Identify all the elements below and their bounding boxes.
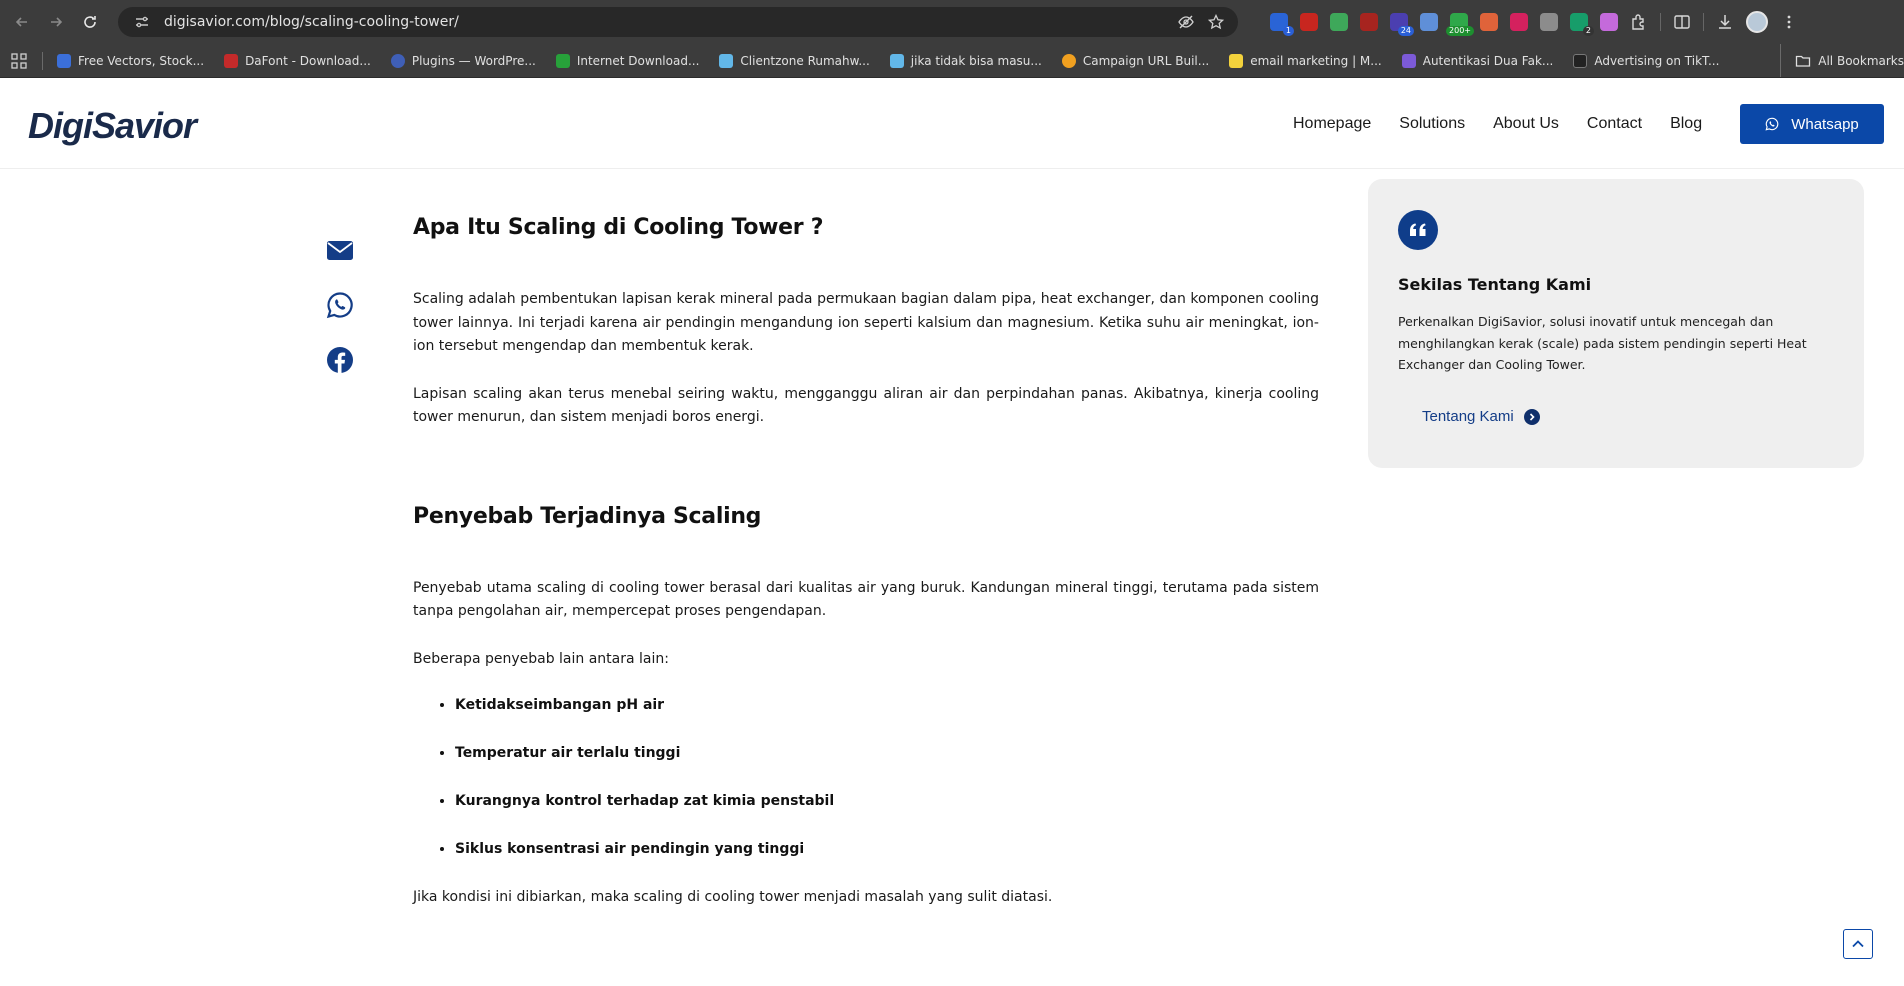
list-item: • Temperatur air terlalu tinggi [455, 742, 1319, 765]
arrow-right-icon [48, 14, 64, 30]
extension-icon[interactable] [1600, 13, 1618, 31]
profile-avatar[interactable] [1746, 11, 1768, 33]
reading-list-icon[interactable] [1673, 13, 1691, 31]
list-item: • Ketidakseimbangan pH air [455, 694, 1319, 717]
bookmark-item[interactable]: Free Vectors, Stock... [57, 54, 204, 68]
quote-icon [1398, 210, 1438, 250]
link-extension-icon[interactable] [1420, 13, 1438, 31]
about-card [1368, 179, 1864, 468]
menu-dots-icon[interactable] [1780, 13, 1798, 31]
scroll-to-top-button[interactable] [1843, 929, 1873, 959]
extension-icon[interactable] [1360, 13, 1378, 31]
card-title: Sekilas Tentang Kami [1398, 275, 1592, 294]
article-paragraph: Jika kondisi ini dibiarkan, maka scaling di cooling tower menjadi masalah yang sulit diatasi. [413, 889, 1053, 905]
site-logo[interactable]: DigiSavior [28, 105, 197, 146]
bookmark-favicon-icon [556, 54, 570, 68]
bookmark-favicon-icon [1229, 54, 1243, 68]
bookmark-item[interactable]: Autentikasi Dua Fak... [1402, 54, 1554, 68]
extension-icon[interactable] [1480, 13, 1498, 31]
whatsapp-icon [326, 291, 354, 319]
main-menu [1293, 115, 1730, 133]
apps-grid-icon[interactable] [10, 52, 28, 70]
bookmark-favicon-icon [890, 54, 904, 68]
card-text: Perkenalkan DigiSavior, solusi inovatif untuk mencegah dan menghilangkan kerak (scale) pada sistem pendingin seperti Heat Exchanger dan Cooling Tower. [1398, 314, 1807, 372]
menu-item-blog[interactable]: Blog [1670, 115, 1703, 132]
site-header [0, 79, 1904, 169]
menu-item-contact[interactable]: Contact [1586, 115, 1643, 132]
about-us-link[interactable]: Tentang Kami [1422, 408, 1540, 425]
article-paragraph: Scaling adalah pembentukan lapisan kerak mineral pada permukaan bagian dalam pipa, heat exchanger, dan komponen cooling tower lainnya. Ini terjadi karena air pendingin mengandung ion seperti kalsium dan magnesium. Ketika suhu air meningkat, ion-ion tersebut mengendap dan membentuk kerak. [413, 291, 1319, 354]
article-paragraph: Lapisan scaling akan terus menebal seiring waktu, mengganggu aliran air dan perpindahan panas. Akibatnya, kinerja cooling tower menurun, dan sistem menjadi boros energi. [413, 385, 1319, 425]
download-icon[interactable] [1716, 13, 1734, 31]
arrow-left-icon [14, 14, 30, 30]
menu-item-homepage[interactable]: Homepage [1293, 115, 1372, 132]
back-button[interactable] [10, 10, 34, 34]
bookmark-item[interactable]: Campaign URL Buil... [1062, 54, 1209, 68]
all-bookmarks-button[interactable]: All Bookmarks [1780, 44, 1904, 78]
bookmark-favicon-icon [1402, 54, 1416, 68]
chevron-right-icon [1524, 409, 1540, 425]
article-paragraph: Beberapa penyebab lain antara lain: [413, 650, 669, 667]
article-paragraph: Penyebab utama scaling di cooling tower berasal dari kualitas air yang buruk. Kandungan mineral tinggi, terutama pada sistem tanpa pengolahan air, mempercepat proses pengendapan. [413, 579, 1319, 619]
extension-icon[interactable]: 24 [1390, 13, 1408, 31]
whatsapp-button[interactable]: Whatsapp [1740, 104, 1884, 144]
toolbar-divider [1660, 13, 1661, 31]
forward-button[interactable] [44, 10, 68, 34]
share-facebook-button[interactable] [326, 346, 354, 373]
address-bar[interactable] [118, 7, 1238, 37]
share-email-button[interactable] [326, 236, 354, 263]
browser-toolbar [0, 0, 1904, 44]
section-heading: Penyebab Terjadinya Scaling [413, 503, 762, 529]
reload-icon [82, 14, 98, 30]
facebook-icon [326, 346, 354, 374]
article-content [413, 215, 1319, 910]
chevron-up-icon [1851, 937, 1865, 951]
reload-button[interactable] [78, 10, 102, 34]
bookmark-item[interactable]: jika tidak bisa masu... [890, 54, 1042, 68]
bookmarks-divider [42, 52, 43, 70]
menu-item-about-us[interactable]: About Us [1493, 115, 1559, 132]
bookmark-item[interactable]: Advertising on TikT... [1573, 54, 1719, 68]
toolbar-divider [1703, 13, 1704, 31]
extension-icon[interactable]: 200+ [1450, 13, 1468, 31]
bookmark-item[interactable]: Plugins — WordPre... [391, 54, 536, 68]
causes-list [455, 694, 1319, 861]
pdf-extension-icon[interactable] [1300, 13, 1318, 31]
email-icon [326, 236, 354, 264]
bookmark-item[interactable]: Clientzone Rumahw... [719, 54, 869, 68]
bookmark-favicon-icon [1062, 54, 1076, 68]
bookmark-favicon-icon [57, 54, 71, 68]
bookmark-item[interactable]: email marketing | M... [1229, 54, 1382, 68]
share-whatsapp-button[interactable] [326, 291, 354, 318]
extensions-bar [1270, 10, 1798, 34]
share-buttons [326, 236, 354, 373]
folder-icon [1795, 53, 1811, 69]
extension-icon[interactable] [1540, 13, 1558, 31]
extension-icon[interactable]: 1 [1270, 13, 1288, 31]
bookmark-item[interactable]: DaFont - Download... [224, 54, 371, 68]
section-heading: Apa Itu Scaling di Cooling Tower ? [413, 215, 824, 240]
bookmark-favicon-icon [391, 54, 405, 68]
url-text[interactable]: digisavior.com/blog/scaling-cooling-tower/ [164, 14, 459, 30]
bookmark-item[interactable]: Internet Download... [556, 54, 700, 68]
site-settings-icon[interactable] [134, 14, 150, 30]
eye-off-icon[interactable] [1178, 14, 1194, 30]
list-item: • Siklus konsentrasi air pendingin yang tinggi [455, 838, 1319, 861]
extensions-puzzle-icon[interactable] [1630, 13, 1648, 31]
bookmark-favicon-icon [719, 54, 733, 68]
bookmark-favicon-icon [224, 54, 238, 68]
bookmarks-bar [0, 44, 1904, 78]
list-item: • Kurangnya kontrol terhadap zat kimia penstabil [455, 790, 1319, 813]
shield-extension-icon[interactable] [1510, 13, 1528, 31]
bookmark-favicon-icon [1573, 54, 1587, 68]
extension-icon[interactable] [1330, 13, 1348, 31]
extension-icon[interactable]: 2 [1570, 13, 1588, 31]
menu-item-solutions[interactable]: Solutions [1399, 115, 1466, 132]
whatsapp-icon [1765, 117, 1779, 131]
star-icon[interactable] [1208, 14, 1224, 30]
